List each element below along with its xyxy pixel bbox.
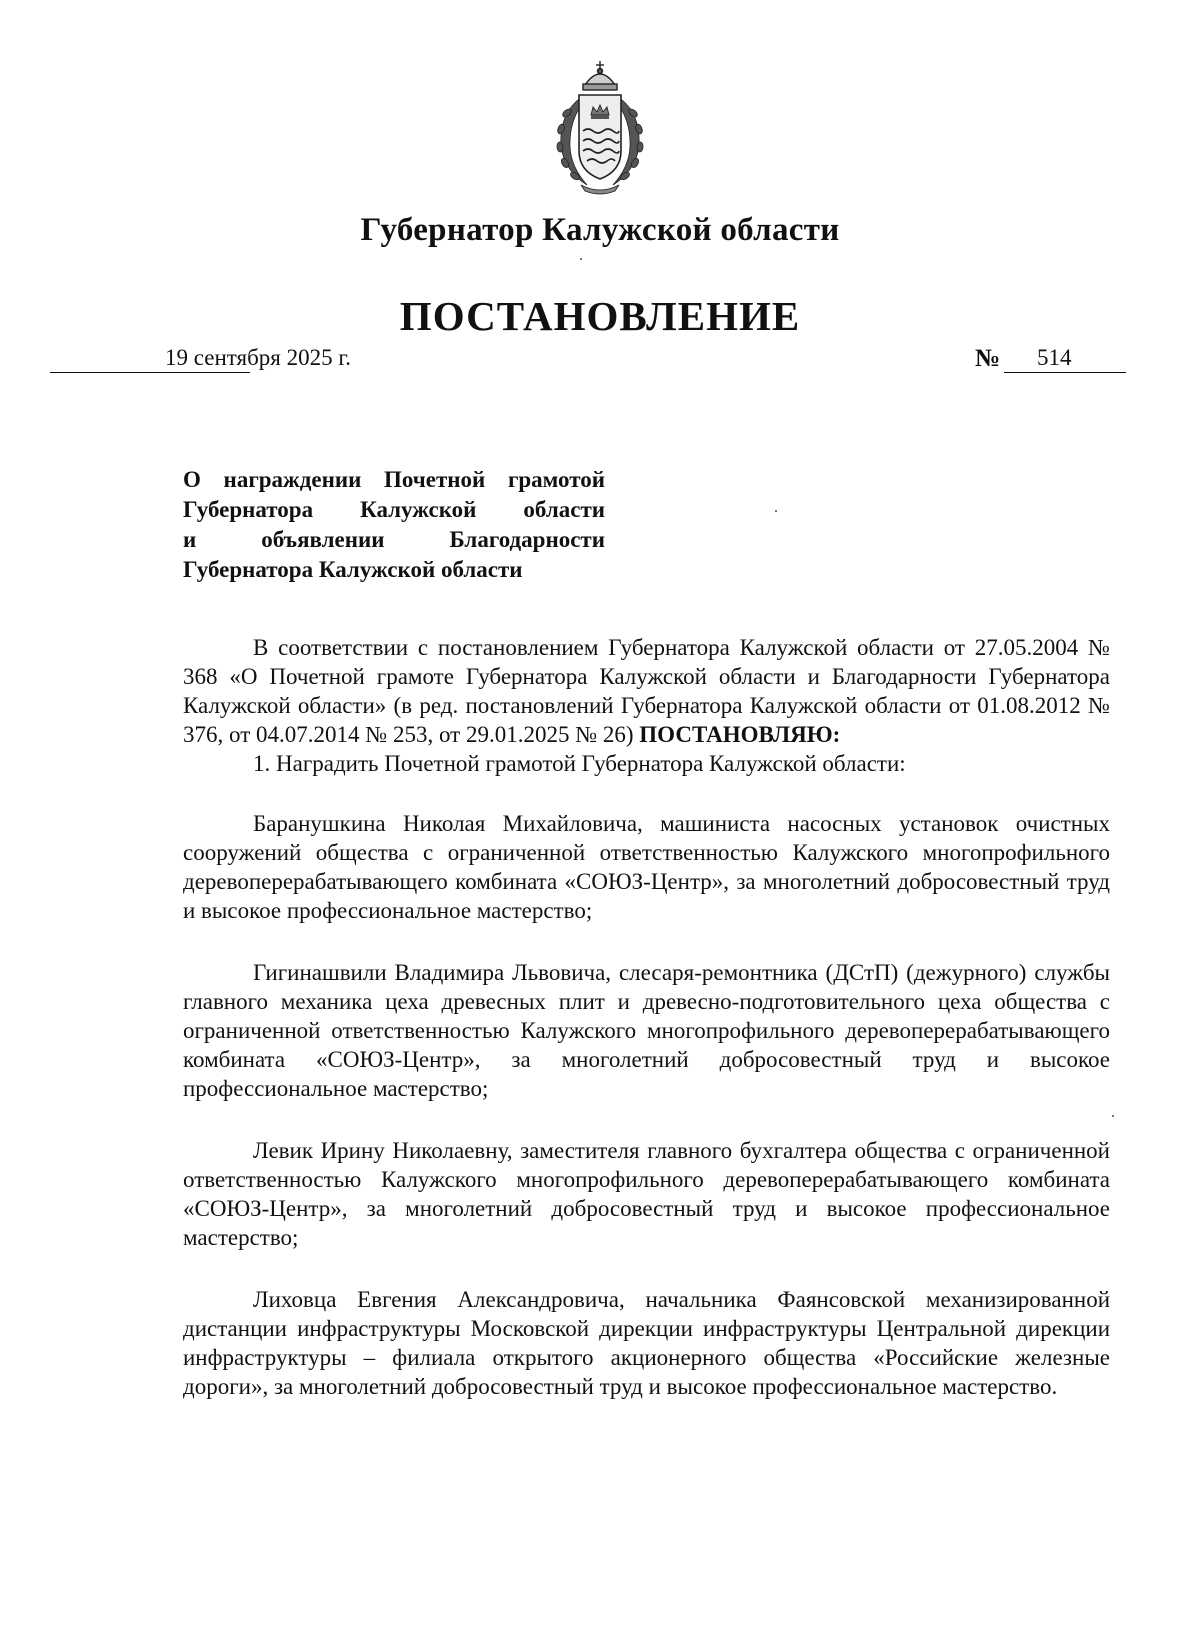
subject-line: О награждении Почетной грамотой [183,467,605,492]
resolution-keyword: ПОСТАНОВЛЯЮ: [639,722,841,747]
document-subject [183,465,605,585]
number-label: № [975,345,1001,372]
scan-speck [1112,1115,1114,1117]
scan-speck [775,510,777,512]
scan-speck [580,258,582,260]
document-body [183,633,1110,1401]
preamble-paragraph [183,633,1110,749]
number-underline [1004,372,1126,373]
coat-of-arms-icon [541,55,659,197]
issuing-authority: Губернатор Калужской области [360,212,840,248]
subject-line: Губернатора Калужской области [183,557,523,582]
item-1-heading: 1. Наградить Почетной грамотой Губернатора Калужской области: [253,751,906,776]
awardee-paragraph: Левик Ирину Николаевну, заместителя главного бухгалтера общества с ограниченной ответственностью Калужского многопрофильного деревоперерабатывающего комбината «СОЮЗ-Центр», за многолетний добросовестный труд и высокое профессиональное мастерство; [183,1138,1110,1250]
date-underline [50,372,250,373]
document-date: 19 сентября 2025 г. [165,345,351,370]
awardee-paragraph: Гигинашвили Владимира Львовича, слесаря-ремонтника (ДСтП) (дежурного) службы главного механика цеха древесных плит и древесно-подготовительного цеха общества с ограниченной ответственностью Калужского многопрофильного деревоперерабатывающего комбината «СОЮЗ-Центр», за многолетний добросовестный труд и высокое профессиональное мастерство; [183,960,1110,1101]
document-type-title: ПОСТАНОВЛЕНИЕ [399,293,801,339]
subject-line: и объявлении Благодарности [183,527,605,552]
awardee-paragraph: Баранушкина Николая Михайловича, машиниста насосных установок очистных сооружений общества с ограниченной ответственностью Калужского многопрофильного деревоперерабатывающего комбината «СОЮЗ-Центр», за многолетний добросовестный труд и высокое профессиональное мастерство; [183,811,1110,923]
awardee-paragraph: Лиховца Евгения Александровича, начальника Фаянсовской механизированной дистанции инфраструктуры Московской дирекции инфраструктуры Центральной дирекции инфраструктуры – филиала открытого акционерного общества «Российские железные дороги», за многолетний добросовестный труд и высокое профессиональное мастерство. [183,1287,1110,1399]
subject-line: Губернатора Калужской области [183,497,605,522]
preamble-text: В соответствии с постановлением Губернатора Калужской области от 27.05.2004 № 368 «О Почетной грамоте Губернатора Калужской области и Благодарности Губернатора Калужской области» (в ред. постановлений Губернатора Калужской области от 01.08.2012 № 376, от 04.07.2014 № 253, от 29.01.2025 № 26) [183,635,1110,747]
document-number: 514 [1037,345,1072,370]
